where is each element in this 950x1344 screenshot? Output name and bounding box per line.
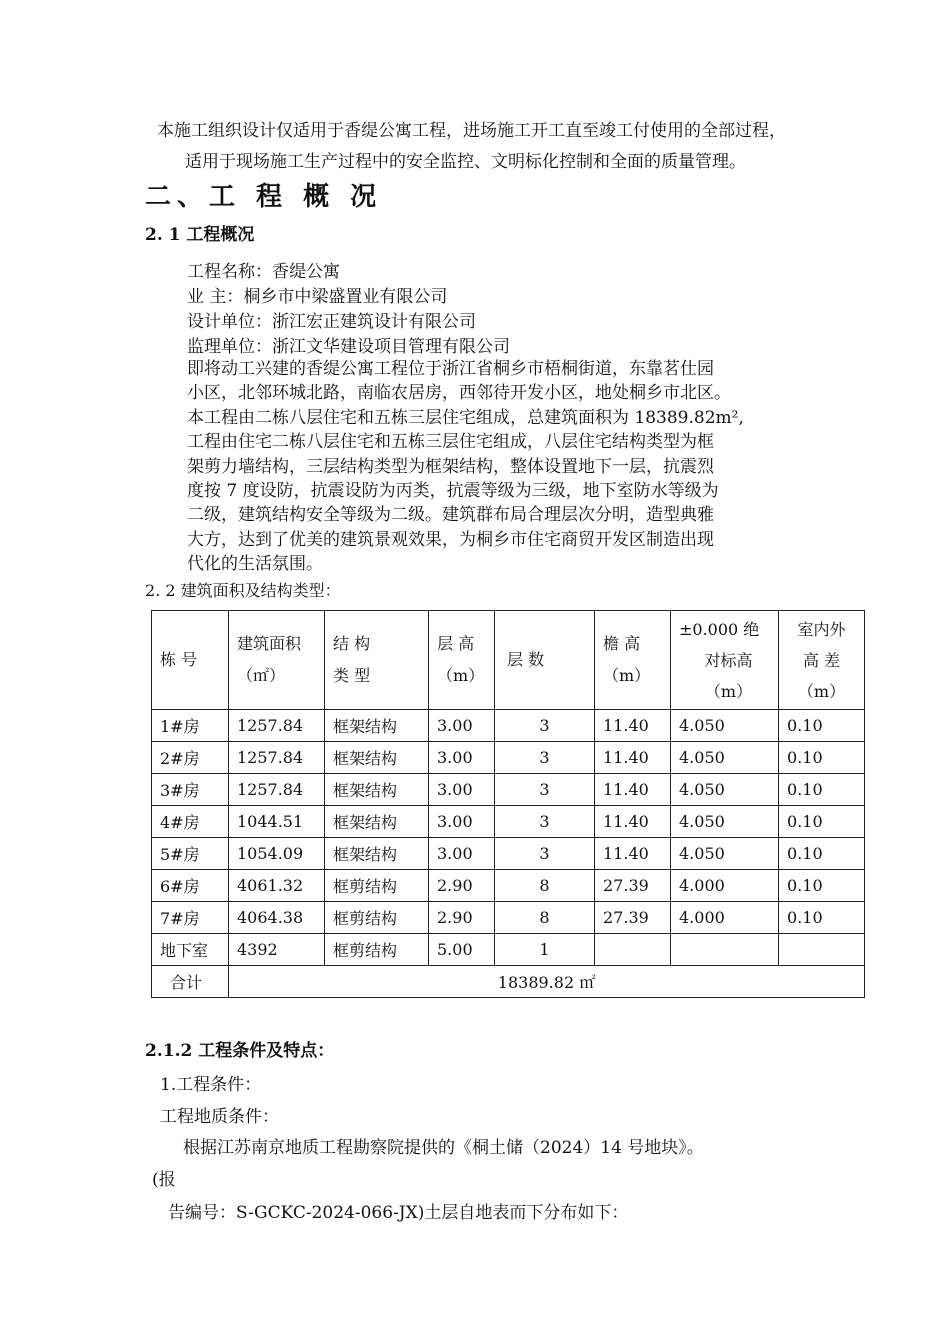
table-cell (595, 934, 671, 966)
table-cell: 4061.32 (229, 870, 325, 902)
table-cell: 3 (495, 710, 595, 742)
table-cell: 框剪结构 (325, 934, 429, 966)
table-cell: 6#房 (152, 870, 229, 902)
table-row (152, 934, 865, 966)
table-cell (779, 934, 865, 966)
table-cell: 3.00 (429, 774, 495, 806)
table-cell: 3.00 (429, 710, 495, 742)
table-cell: 3 (495, 774, 595, 806)
table-cell: 框剪结构 (325, 870, 429, 902)
table-cell: 11.40 (595, 806, 671, 838)
header-floors: 层 数 (495, 611, 595, 710)
table-cell: 1257.84 (229, 710, 325, 742)
report-line: 告编号：S-GCKC-2024-066-JX)土层自地表而下分布如下： (168, 1203, 629, 1223)
table-cell: 3.00 (429, 806, 495, 838)
intro-line-2: 适用于现场施工生产过程中的安全监控、文明标化控制和全面的质量管理。 (185, 152, 746, 172)
table-row (152, 742, 865, 774)
table-cell (671, 934, 779, 966)
header-eave-height: 檐 高 （m） (595, 611, 671, 710)
table-cell: 4.000 (671, 870, 779, 902)
table-cell: 框剪结构 (325, 902, 429, 934)
table-row (152, 902, 865, 934)
table-cell: 11.40 (595, 774, 671, 806)
table-cell: 3 (495, 742, 595, 774)
table-cell: 3.00 (429, 742, 495, 774)
table-cell: 7#房 (152, 902, 229, 934)
table-cell: 1257.84 (229, 774, 325, 806)
total-value: 18389.82 ㎡ (229, 966, 865, 998)
table-cell: 27.39 (595, 870, 671, 902)
table-cell: 2.90 (429, 870, 495, 902)
table-cell: 0.10 (779, 902, 865, 934)
table-cell: 5#房 (152, 838, 229, 870)
table-cell: 27.39 (595, 902, 671, 934)
table-cell: 4.050 (671, 806, 779, 838)
table-header-row (152, 611, 865, 710)
table-cell: 4064.38 (229, 902, 325, 934)
conditions-item-1: 1.工程条件： (160, 1075, 262, 1095)
table-cell: 0.10 (779, 806, 865, 838)
table-cell: 1257.84 (229, 742, 325, 774)
table-cell: 4.050 (671, 710, 779, 742)
table-cell: 框架结构 (325, 710, 429, 742)
project-name: 工程名称：香缇公寓 (187, 262, 340, 282)
table-cell: 4.050 (671, 838, 779, 870)
table-cell: 5.00 (429, 934, 495, 966)
total-label: 合计 (152, 966, 229, 998)
project-description (187, 357, 799, 577)
table-row (152, 838, 865, 870)
table-cell: 11.40 (595, 838, 671, 870)
table-cell: 0.10 (779, 838, 865, 870)
table-cell: 4.000 (671, 902, 779, 934)
table-total-row (152, 966, 865, 998)
description-line: 本工程由二栋八层住宅和五栋三层住宅组成，总建筑面积为 18389.82m², (187, 407, 744, 428)
project-owner: 业 主：桐乡市中梁盛置业有限公司 (187, 287, 448, 307)
description-line: 即将动工兴建的香缇公寓工程位于浙江省桐乡市梧桐街道，东靠茗仕园 (187, 359, 714, 379)
table-cell: 2.90 (429, 902, 495, 934)
table-cell: 3 (495, 806, 595, 838)
section-title: 二、工 程 概 况 (145, 182, 383, 212)
table-cell: 1044.51 (229, 806, 325, 838)
table-cell: 2#房 (152, 742, 229, 774)
conditions-heading: 2.1.2 工程条件及特点： (145, 1041, 335, 1061)
table-cell: 4392 (229, 934, 325, 966)
table-cell: 0.10 (779, 870, 865, 902)
description-line: 二级，建筑结构安全等级为二级。建筑群布局合理层次分明，造型典雅 (187, 505, 714, 526)
table-cell: 3.00 (429, 838, 495, 870)
header-floor-height: 层 高 （m） (429, 611, 495, 710)
table-cell: 3 (495, 838, 595, 870)
table-row (152, 806, 865, 838)
project-supervisor: 监理单位：浙江文华建设项目管理有限公司 (187, 337, 510, 357)
subsection-title: 2. 1 工程概况 (145, 225, 255, 245)
description-line: 工程由住宅二栋八层住宅和五栋三层住宅组成，八层住宅结构类型为框 (187, 432, 714, 453)
table-title: 2. 2 建筑面积及结构类型： (145, 581, 341, 600)
geology-text: 根据江苏南京地质工程勘察院提供的《桐土储（2024）14 号地块》。 (183, 1138, 704, 1158)
table-cell: 框架结构 (325, 742, 429, 774)
table-cell: 4#房 (152, 806, 229, 838)
table-cell: 1 (495, 934, 595, 966)
project-designer: 设计单位：浙江宏正建筑设计有限公司 (187, 312, 476, 332)
description-line: 小区，北邻环城北路，南临农居房，西邻待开发小区，地处桐乡市北区。 (187, 383, 731, 404)
table-cell: 框架结构 (325, 806, 429, 838)
geology-label: 工程地质条件： (160, 1107, 279, 1127)
table-row (152, 774, 865, 806)
table-cell: 0.10 (779, 774, 865, 806)
table-cell: 8 (495, 870, 595, 902)
table-cell: 11.40 (595, 742, 671, 774)
table-cell: 0.10 (779, 742, 865, 774)
description-line: 大方，达到了优美的建筑景观效果，为桐乡市住宅商贸开发区制造出现 (187, 529, 714, 550)
table-cell: 4.050 (671, 774, 779, 806)
header-absolute-elevation: ±0.000 绝 对标高 （m） (671, 611, 779, 710)
table-cell: 框架结构 (325, 838, 429, 870)
table-cell: 地下室 (152, 934, 229, 966)
report-prefix: (报 (152, 1170, 176, 1190)
description-line: 架剪力墙结构，三层结构类型为框架结构，整体设置地下一层，抗震烈 (187, 456, 714, 477)
table-cell: 框架结构 (325, 774, 429, 806)
building-area-table (151, 610, 865, 998)
header-height-difference: 室内外 高 差 （m） (779, 611, 865, 710)
table-cell: 4.050 (671, 742, 779, 774)
description-line: 度按 7 度设防，抗震设防为丙类，抗震等级为三级，地下室防水等级为 (187, 481, 719, 502)
description-line: 代化的生活氛围。 (187, 554, 323, 575)
table-row (152, 710, 865, 742)
table-cell: 1054.09 (229, 838, 325, 870)
header-structure-type: 结 构 类 型 (325, 611, 429, 710)
table-cell: 8 (495, 902, 595, 934)
table-row (152, 870, 865, 902)
table-cell: 0.10 (779, 710, 865, 742)
table-cell: 1#房 (152, 710, 229, 742)
table-cell: 3#房 (152, 774, 229, 806)
intro-line-1: 本施工组织设计仅适用于香缇公寓工程，进场施工开工直至竣工付使用的全部过程， (157, 121, 786, 141)
header-building-no: 栋 号 (152, 611, 229, 710)
header-area: 建筑面积 （㎡） (229, 611, 325, 710)
table-cell: 11.40 (595, 710, 671, 742)
